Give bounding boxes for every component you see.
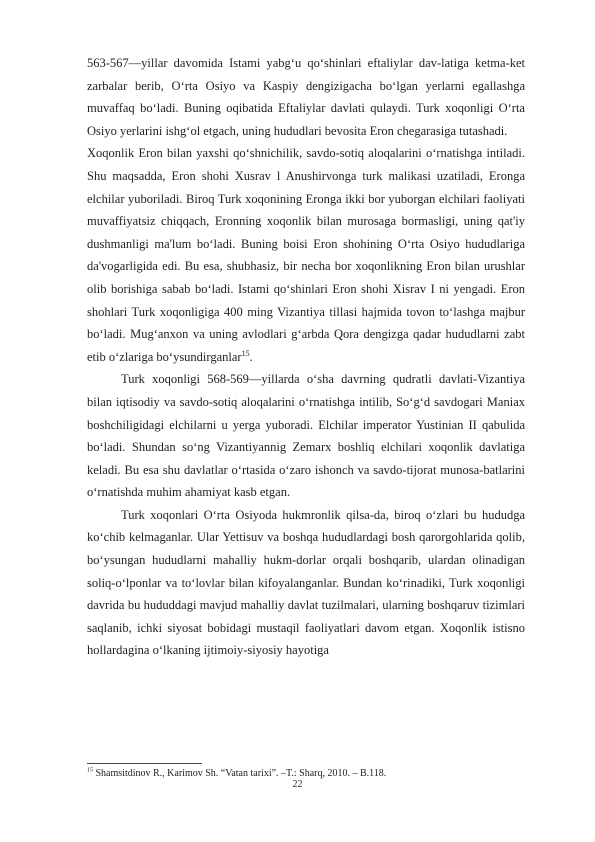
paragraph-2	[87, 142, 525, 368]
page-number: 22	[292, 779, 303, 790]
paragraph-2-text: Xoqonlik Eron bilan yaxshi qo‘shnichilik, savdo-sotiq aloqalarini o‘rnatishga intiladi. Shu maqsadda, Eron shohi Xusrav l Anushirvonga turk malikasi uzatiladi, Eronga elchilar yuboriladi. Biroq Turk xoqonining Eronga ikki bor yuborgan elchilari faoliyati muvaffiyatsiz chiqqach, Eronning xoqonlik bilan murosaga bormasligi, uning qat'iy dushmanligi ma'lum bo‘ladi. Buning boisi Eron shohining O‘rta Osiyo hududlariga da'vogarligida edi. Bu esa, shubhasiz, bir necha bor xoqonlikning Eron bilan urushlar olib borishiga sabab bo‘ladi. Istami qo‘shinlari Eron shohi Xisrav I ni yengadi. Eron shohlari Turk xoqonligiga 400 ming Vizantiya tillasi hajmida tovon to‘lashga majbur bo‘ladi. Mug‘anxon va uning avlodlari g‘arbda Qora dengizga qadar hududlarni zabt etib o‘zlariga bo‘ysundirganlar	[87, 146, 525, 364]
footnote-separator	[87, 763, 202, 764]
footnote-text: Shamsitdinov R., Karimov Sh. “Vatan tarixi”. –T.: Sharq, 2010. – B.118.	[93, 768, 387, 779]
paragraph-3: Turk xoqonligi 568-569—yillarda o‘sha davrning qudratli davlati-Vizantiya bilan iqtisodiy va savdo-sotiq aloqalarini o‘rnatishga intilib, So‘g‘d savdogari Maniax boshchiligidagi elchilarni u yerga yuboradi. Elchilar imperator Yustinian II qabulida bo‘ladi. Shundan so‘ng Vizantiyannig Zemarx boshliq elchilari xoqonlik davlatiga keladi. Bu esa shu davlatlar o‘rtasida o‘zaro ishonch va savdo-tijorat munosa-batlarini o‘rnatishda muhim ahamiyat kasb etgan.	[87, 372, 525, 500]
footnote-reference[interactable]: 15	[241, 348, 250, 358]
body-text	[87, 52, 525, 662]
footnote-marker: 15	[87, 767, 93, 774]
paragraph-2-end: .	[249, 349, 253, 364]
paragraph-4: Turk xoqonlari O‘rta Osiyoda hukmronlik qilsa-da, biroq o‘zlari bu hududga ko‘chib kelmaganlar. Ular Yettisuv va boshqa hududlardagi bosh qarorgohlarida qolib, bo‘ysungan hududlarni mahalliy hukm-dorlar orqali boshqarib, ulardan olinadigan soliq-o‘lponlar va to‘lovlar bilan kifoyalanganlar. Bundan ko‘rinadiki, Turk xoqonligi davrida bu hududdagi mavjud mahalliy davlat tuzilmalari, ularning boshqaruv tizimlari saqlanib, ichki siyosat bobidagi mustaqil faoliyatlari davom etgan. Xoqonlik istisno hollardagina o‘lkaning ijtimoiy-siyosiy hayotiga	[87, 507, 525, 658]
paragraph-1: 563-567—yillar davomida Istami yabg‘u qo‘shinlari eftaliylar dav-latiga ketma-ket zarbalar berib, O‘rta Osiyo va Kaspiy dengizigacha bo‘lgan yerlarni egallashga muvaffaq bo‘ladi. Buning oqibatida Eftaliylar davlati qulaydi. Turk xoqonligi O‘rta Osiyo yerlarini ishg‘ol etgach, uning hududlari bevosita Eron chegarasiga tutashadi.	[87, 56, 525, 138]
